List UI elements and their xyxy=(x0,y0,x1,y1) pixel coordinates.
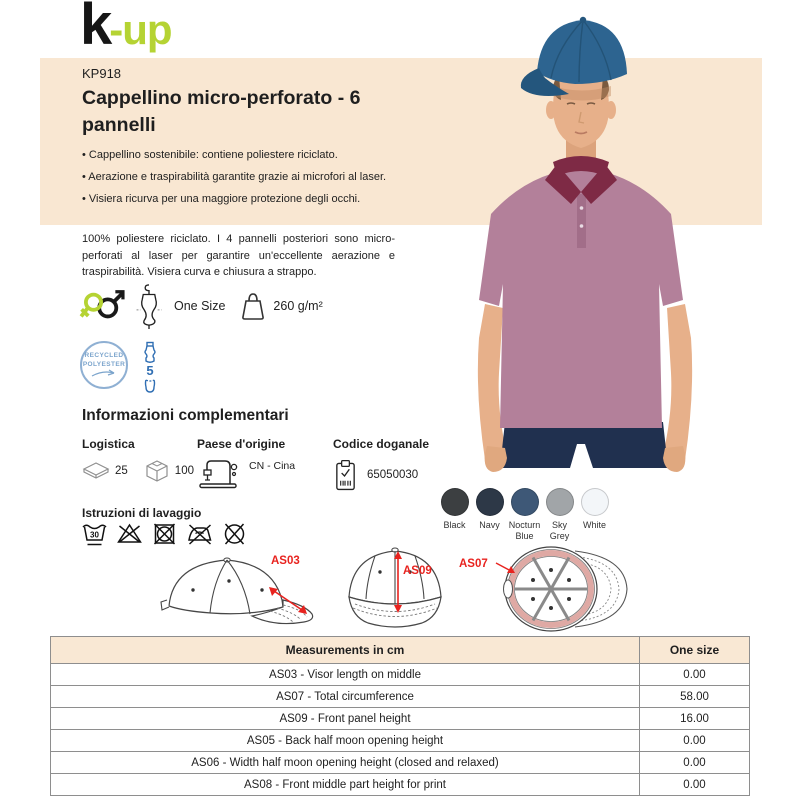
measure-label: AS09 - Front panel height xyxy=(51,708,640,730)
table-row xyxy=(51,686,750,708)
measure-label: AS03 - Visor length on middle xyxy=(51,664,640,686)
do-not-bleach-icon xyxy=(115,521,144,547)
mannequin-one-size-icon xyxy=(134,283,164,329)
weight-icon xyxy=(241,292,265,320)
attribute-row xyxy=(78,283,323,329)
customs-label: Codice doganale xyxy=(333,437,430,451)
recycle-arrow-icon xyxy=(90,369,118,378)
swatch-nocturn-blue xyxy=(507,488,542,542)
customs-code: 65050030 xyxy=(367,469,419,481)
swatch-black-name: Black xyxy=(443,520,466,530)
measure-label: AS05 - Back half moon opening height xyxy=(51,730,640,752)
outer-pack-qty: 100 xyxy=(174,464,194,477)
measure-label: AS08 - Front middle part height for print xyxy=(51,774,640,796)
table-row xyxy=(51,664,750,686)
inner-pack-item xyxy=(82,461,128,480)
model-illustration xyxy=(435,8,735,488)
table-row xyxy=(51,730,750,752)
measure-label: AS06 - Width half moon opening height (closed and relaxed) xyxy=(51,752,640,774)
table-header-one-size: One size xyxy=(640,637,750,664)
measure-value: 0.00 xyxy=(640,752,750,774)
swatch-white xyxy=(577,488,612,542)
kup-logo xyxy=(80,0,172,57)
do-not-dry-clean-icon xyxy=(220,521,249,547)
flat-pack-icon xyxy=(82,461,110,480)
origin-label: Paese d'origine xyxy=(197,437,286,451)
color-swatches xyxy=(437,488,612,542)
swatch-black-dot xyxy=(441,488,469,516)
as07-diagram-label: AS07 xyxy=(459,558,488,570)
sewing-machine-icon xyxy=(197,455,239,491)
product-description: 100% poliestere riciclato. I 4 pannelli posteriori sono micro-perforati al laser per garantire un'eccellente aerazione e traspirabilità. Visiera curva e chiusura a strappo. xyxy=(82,233,395,278)
weight-label: 260 g/m² xyxy=(273,299,323,313)
customs-block xyxy=(333,458,418,492)
as03-diagram-label: AS03 xyxy=(271,555,300,567)
logistics-label: Logistica xyxy=(82,437,135,451)
table-header-row xyxy=(51,637,750,664)
size-label: One Size xyxy=(174,299,226,313)
washing-heading: Istruzioni di lavaggio xyxy=(82,506,202,520)
swatch-white-name: White xyxy=(582,520,606,530)
eco-badges xyxy=(80,341,162,393)
origin-country: CN - Cina xyxy=(249,460,296,472)
measure-value: 0.00 xyxy=(640,730,750,752)
as09-diagram-label: AS09 xyxy=(403,565,432,577)
measure-value: 0.00 xyxy=(640,664,750,686)
swatch-sky-grey-name: Sky Grey xyxy=(549,520,570,541)
outer-pack-item xyxy=(144,458,194,483)
swatch-nocturn-blue-dot xyxy=(511,488,539,516)
feature-bullet: • Cappellino sostenibile: contiene poliestere riciclato. xyxy=(82,148,338,161)
gender-unisex-icon xyxy=(78,287,128,325)
swatch-nocturn-blue-name: Nocturn Blue xyxy=(508,520,541,541)
swatch-navy-name: Navy xyxy=(479,520,500,530)
washing-icons xyxy=(80,521,249,547)
product-code: KP918 xyxy=(82,66,122,81)
swatch-navy-dot xyxy=(476,488,504,516)
origin-block xyxy=(197,455,295,491)
product-title: Cappellino micro-perforato - 6 pannelli xyxy=(82,87,361,137)
swatch-white-dot xyxy=(581,488,609,516)
bottle-count: 5 xyxy=(146,363,154,378)
measurements-table xyxy=(50,636,750,796)
complementary-info-heading: Informazioni complementari xyxy=(82,407,289,424)
cap-front-view-diagram xyxy=(340,541,450,633)
measure-label: AS07 - Total circumference xyxy=(51,686,640,708)
feature-bullet: • Aerazione e traspirabilità garantite grazie ai microfori al laser. xyxy=(82,170,387,183)
wash-temp: 30 xyxy=(90,530,99,540)
do-not-tumble-dry-icon xyxy=(150,521,179,547)
swatch-sky-grey-dot xyxy=(546,488,574,516)
recycled-text-line2: POLYESTER xyxy=(82,360,126,368)
recycled-text-line1: RECYCLED xyxy=(84,352,124,360)
customs-clipboard-icon xyxy=(333,458,358,492)
cap-inside-view-diagram xyxy=(495,543,630,635)
table-header-measurements: Measurements in cm xyxy=(51,637,640,664)
swatch-sky-grey xyxy=(542,488,577,542)
model-photo xyxy=(435,8,735,488)
measure-value: 16.00 xyxy=(640,708,750,730)
measure-value: 0.00 xyxy=(640,774,750,796)
do-not-iron-icon xyxy=(185,521,214,547)
carton-box-icon xyxy=(144,458,170,483)
logo-up-letters: -up xyxy=(109,5,172,53)
swatch-navy xyxy=(472,488,507,542)
swatch-black xyxy=(437,488,472,542)
feature-bullet: • Visiera ricurva per una maggiore protezione degli occhi. xyxy=(82,192,361,205)
table-row xyxy=(51,774,750,796)
recycled-polyester-badge xyxy=(80,341,128,389)
logistics-values xyxy=(82,458,194,483)
logo-k-letter: k xyxy=(80,0,110,57)
table-row xyxy=(51,752,750,774)
wash-30-icon xyxy=(80,521,109,547)
measure-value: 58.00 xyxy=(640,686,750,708)
inner-pack-qty: 25 xyxy=(115,464,128,477)
table-row xyxy=(51,708,750,730)
recycled-bottle-icon xyxy=(138,341,162,393)
